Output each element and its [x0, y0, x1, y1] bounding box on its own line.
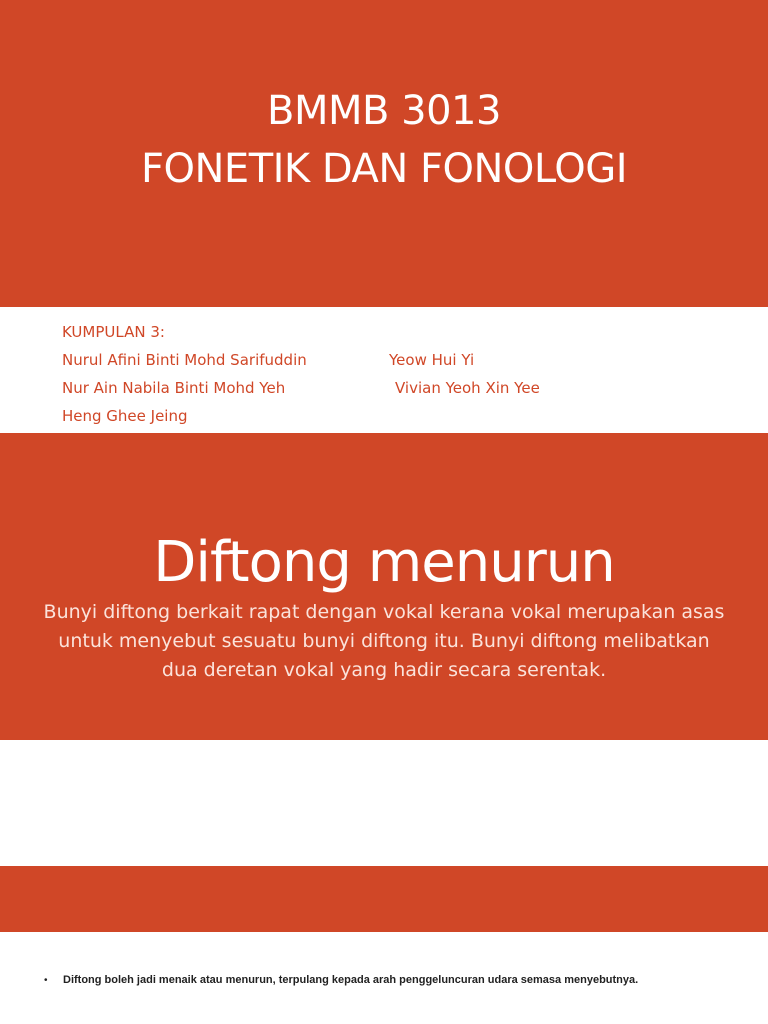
- bullet-marker: •: [44, 975, 48, 986]
- diftong-description: Bunyi diftong berkait rapat dengan vokal kerana vokal merupakan asas untuk menyebut sesuatu bunyi diftong itu. Bunyi diftong melibatkan dua deretan vokal yang hadir secara serentak.: [43, 601, 725, 681]
- bullet-list: [44, 969, 734, 992]
- diftong-heading: Diftong menurun: [153, 530, 615, 595]
- member-name: Nur Ain Nabila Binti Mohd Yeh: [62, 379, 286, 397]
- member-row: [62, 346, 702, 374]
- member-row: [62, 374, 702, 402]
- section-band: [0, 866, 768, 932]
- member-name: Vivian Yeoh Xin Yee: [395, 379, 540, 397]
- member-name: Nurul Afini Binti Mohd Sarifuddin: [62, 351, 307, 369]
- group-heading: KUMPULAN 3:: [62, 323, 165, 341]
- bullet-text: Diftong boleh jadi menaik atau menurun, terpulang kepada arah penggeluncuran udara semasa menyebutnya.: [63, 974, 639, 986]
- member-name: Heng Ghee Jeing: [62, 407, 188, 425]
- member-row: [62, 402, 702, 430]
- course-name: FONETIK DAN FONOLOGI: [141, 146, 627, 192]
- group-members: [62, 318, 702, 430]
- course-title: [0, 82, 768, 198]
- member-name: Yeow Hui Yi: [389, 351, 475, 369]
- course-code: BMMB 3013: [267, 88, 501, 134]
